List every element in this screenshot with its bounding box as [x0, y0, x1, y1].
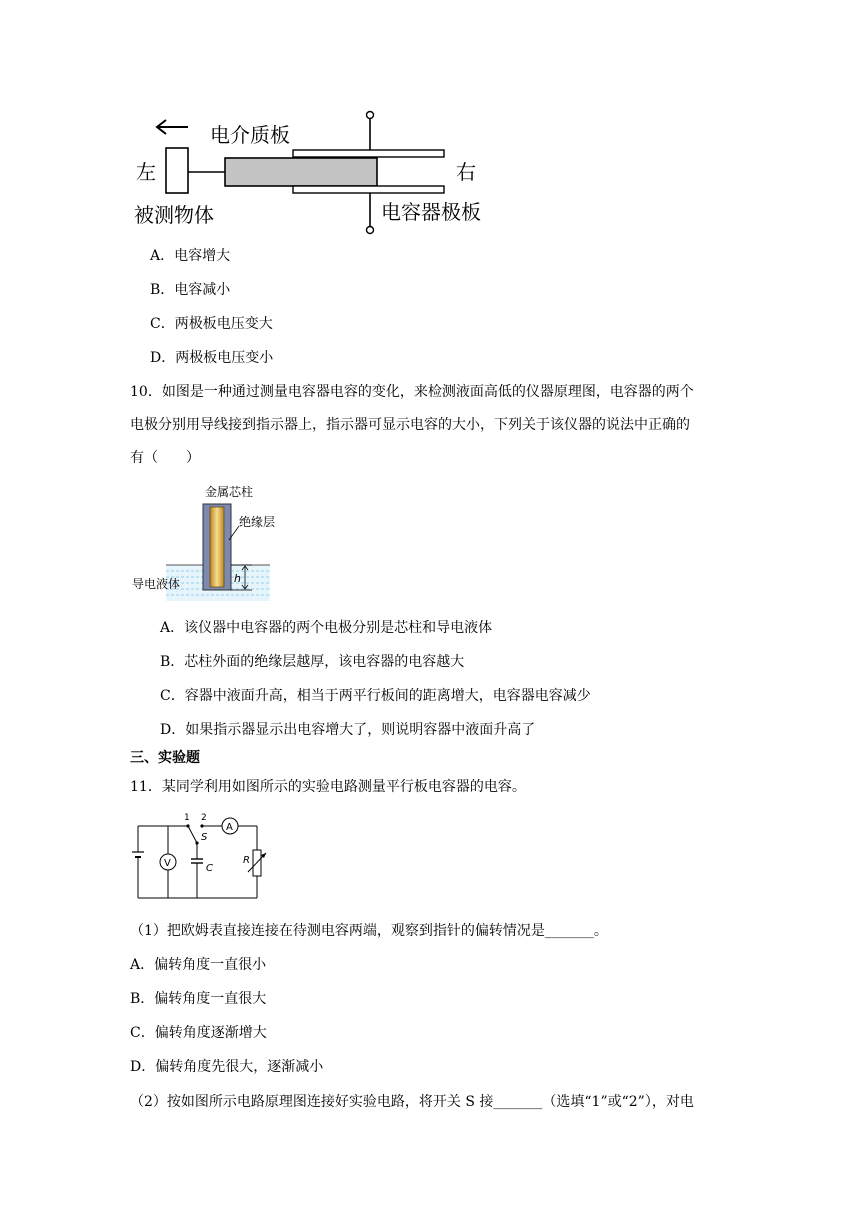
q10-option-c: C．容器中液面升高，相当于两平行板间的距离增大，电容器电容减少	[160, 688, 591, 704]
voltmeter-icon	[160, 854, 176, 870]
q11-part1-option-a: A．偏转角度一直很小	[130, 957, 267, 973]
liquid-level-figure	[130, 478, 280, 606]
q10-stem-line1: 10．如图是一种通过测量电容器电容的变化，来检测液面高低的仪器原理图，电容器的两个	[130, 384, 694, 400]
label-S: S	[201, 832, 208, 843]
q11-part1-option-c: C．偏转角度逐渐增大	[130, 1025, 267, 1041]
section-heading: 三、实验题	[130, 750, 200, 766]
label-liquid: 导电液体	[132, 577, 181, 591]
q9-option-d: D．两极板电压变小	[150, 350, 274, 366]
label-dielectric: 电介质板	[210, 123, 290, 147]
label-object: 被测物体	[134, 203, 214, 227]
q9-option-b: B．电容减小	[150, 282, 231, 298]
circuit-figure	[130, 810, 280, 905]
svg-text:A: A	[226, 822, 233, 833]
q11-stem: 11．某同学利用如图所示的实验电路测量平行板电容器的电容。	[130, 779, 526, 795]
label-C: C	[206, 863, 213, 874]
q11-part1: （1）把欧姆表直接连接在待测电容两端，观察到指针的偏转情况是_______。	[130, 923, 608, 939]
dielectric-sensor-figure	[120, 100, 520, 245]
q10-stem-line2: 电极分别用导线接到指示器上，指示器可显示电容的大小，下列关于该仪器的说法中正确的	[130, 417, 690, 433]
label-h: h	[234, 572, 241, 585]
label-core: 金属芯柱	[205, 485, 254, 499]
q9-option-a: A．电容增大	[150, 248, 231, 264]
q10-option-b: B．芯柱外面的绝缘层越厚，该电容器的电容越大	[160, 654, 465, 670]
label-R: R	[243, 855, 250, 866]
bottom-capacitor-plate	[293, 186, 444, 193]
q11-part1-option-b: B．偏转角度一直很大	[130, 991, 267, 1007]
q10-option-a: A．该仪器中电容器的两个电极分别是芯柱和导电液体	[160, 620, 493, 636]
label-switch-1: 1	[184, 813, 190, 823]
q9-option-c: C．两极板电压变大	[150, 316, 273, 332]
label-plates: 电容器极板	[381, 200, 481, 224]
left-arrow-icon	[157, 120, 188, 134]
bottom-terminal	[367, 227, 374, 234]
svg-text:V: V	[164, 858, 171, 869]
label-right: 右	[456, 160, 476, 184]
metal-core	[210, 507, 224, 587]
ammeter-icon	[222, 818, 238, 834]
q10-option-d: D．如果指示器显示出电容增大了，则说明容器中液面升高了	[160, 722, 536, 738]
top-capacitor-plate	[293, 150, 444, 157]
dielectric-plate	[225, 158, 377, 186]
top-terminal	[367, 112, 374, 119]
label-left: 左	[136, 160, 156, 184]
measured-object	[166, 148, 188, 193]
q11-part2: （2）按如图所示电路原理图连接好实验电路，将开关 S 接_______（选填“1”或“2”），对电	[130, 1094, 694, 1110]
q10-stem-line3: 有（ ）	[130, 450, 200, 466]
q11-part1-option-d: D．偏转角度先很大，逐渐减小	[130, 1059, 324, 1075]
label-switch-2: 2	[201, 813, 207, 823]
label-insulation: 绝缘层	[239, 515, 276, 529]
